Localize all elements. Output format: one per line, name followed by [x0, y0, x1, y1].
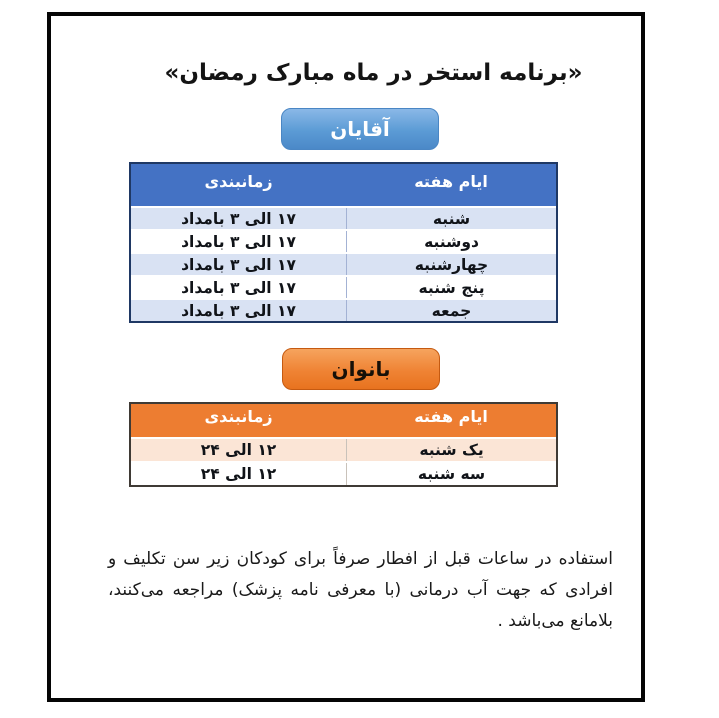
time-column-header: زمانبندی [204, 407, 273, 426]
time-cell: ۱۷ الی ۳ بامداد [181, 278, 296, 297]
table-row [131, 275, 556, 298]
footnote [108, 544, 613, 637]
time-cell: ۱۲ الی ۲۴ [200, 441, 277, 459]
table-header-row [131, 164, 556, 206]
footnote-line: افرادی که جهت آب درمانی (با معرفی نامه پزشک) مراجعه می‌کنند، [108, 580, 613, 600]
days-column-header: ایام هفته [414, 407, 488, 426]
day-cell: پنج شنبه [346, 277, 556, 298]
page-title: «برنامه استخر در ماه مبارک رمضان» [164, 60, 583, 86]
table-row [131, 298, 556, 321]
days-column-header: ایام هفته [414, 171, 488, 191]
mens-section-button[interactable]: آقایان [281, 108, 439, 150]
time-cell: ۱۷ الی ۳ بامداد [181, 232, 296, 251]
table-row [131, 437, 556, 461]
table-row [131, 461, 556, 485]
day-cell: شنبه [346, 208, 556, 229]
table-row [131, 206, 556, 229]
day-cell: دوشنبه [346, 231, 556, 252]
day-cell: جمعه [346, 300, 556, 321]
day-cell: سه شنبه [346, 463, 556, 485]
page-border [47, 12, 645, 702]
womens-schedule-table [129, 402, 558, 487]
time-column-header: زمانبندی [204, 171, 273, 191]
time-cell: ۱۷ الی ۳ بامداد [181, 301, 296, 320]
time-cell: ۱۷ الی ۳ بامداد [181, 209, 296, 228]
time-cell: ۱۷ الی ۳ بامداد [181, 255, 296, 274]
womens-section-button[interactable]: بانوان [282, 348, 440, 390]
time-cell: ۱۲ الی ۲۴ [200, 465, 277, 483]
footnote-line: بلامانع می‌باشد . [497, 611, 613, 631]
table-header-row [131, 404, 556, 437]
mens-schedule-table [129, 162, 558, 323]
table-row [131, 229, 556, 252]
table-row [131, 252, 556, 275]
footnote-line: استفاده در ساعات قبل از افطار صرفاً برای کودکان زیر سن تکلیف و [108, 549, 613, 569]
day-cell: یک شنبه [346, 439, 556, 461]
day-cell: چهارشنبه [346, 254, 556, 275]
